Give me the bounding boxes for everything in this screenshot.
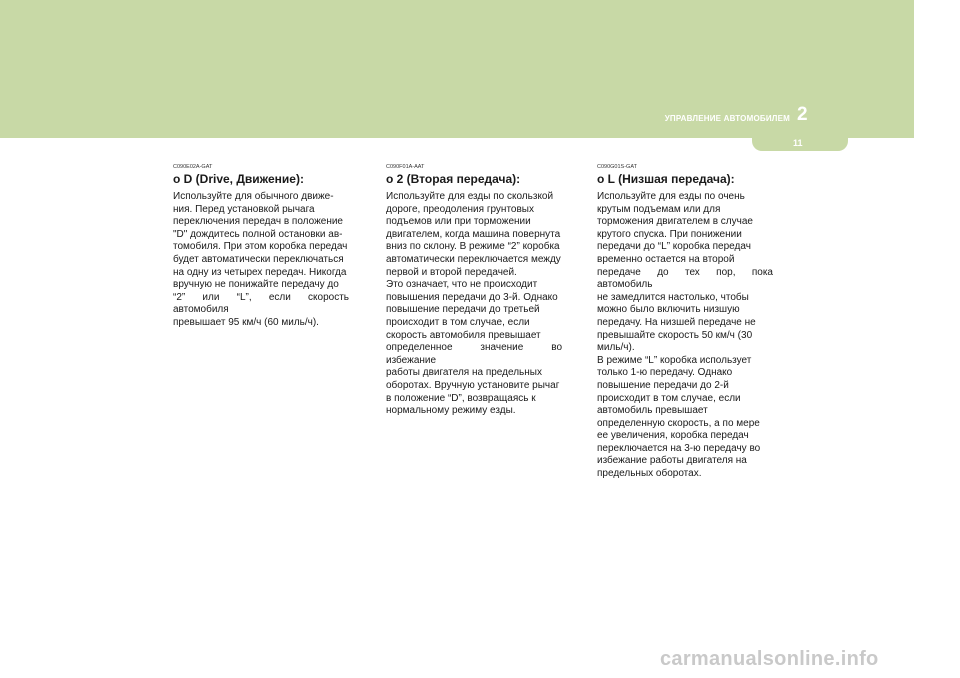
- column-low-gear: [597, 164, 773, 481]
- chapter-number: 2: [797, 104, 808, 125]
- section-heading: o L (Низшая передача):: [597, 172, 735, 186]
- column-drive: [173, 164, 349, 330]
- section-body: Используйте для езды по скользкой дороге, преодоления грунтовых подъемов или при торможении двигателем, когда машина повернута вниз по склону. В режиме “2” коробка автоматически переключается между первой и второй передачей. Это означает, что не происходит повышения передачи до 3-й. Однако повышение передачи до третьей происходит в том случае, если скорость автомобиля превышает определенное значение во избежание работы двигателя на предельных оборотах. Вручную установите рычаг в положение “D”, возвращаясь к нормальному режиму езды.: [386, 191, 562, 417]
- watermark: carmanualsonline.info: [660, 648, 879, 670]
- page-number: 11: [793, 138, 803, 148]
- section-title: УПРАВЛЕНИЕ АВТОМОБИЛЕМ: [664, 114, 790, 123]
- section-code: C090E02A-GAT: [173, 164, 213, 170]
- section-heading: o 2 (Вторая передача):: [386, 172, 521, 186]
- section-body: Используйте для обычного движе- ния. Перед установкой рычага переключения передач в положение "D" дождитесь полной остановки ав- томобиля. При этом коробка передач будет автоматически переключаться на одну из четырех передач. Никогда вручную не понижайте передачу до “2” или “L”, если скорость автомобиля превышает 95 км/ч (60 миль/ч).: [173, 191, 349, 328]
- section-code: C090F01A-AAT: [386, 164, 425, 170]
- section-heading: o D (Drive, Движение):: [173, 172, 304, 186]
- section-body: Используйте для езды по очень крутым подъемам или для торможения двигателем в случае крутого спуска. При понижении передачи до “L” коробка передач временно остается на второй передаче до тех пор, пока автомобиль не замедлится настолько, чтобы можно было включить низшую передачу. На низшей передаче не превышайте скорость 50 км/ч (30 миль/ч). В режиме “L” коробка использует только 1-ю передачу. Однако повышение передачи до 2-й происходит в том случае, если автомобиль превышает определенную скорость, а по мере ее увеличения, коробка передач переключается на 3-ю передачу во избежание работы двигателя на предельных оборотах.: [597, 191, 773, 480]
- section-code: C090G01S-GAT: [597, 164, 637, 170]
- column-second-gear: [386, 164, 562, 418]
